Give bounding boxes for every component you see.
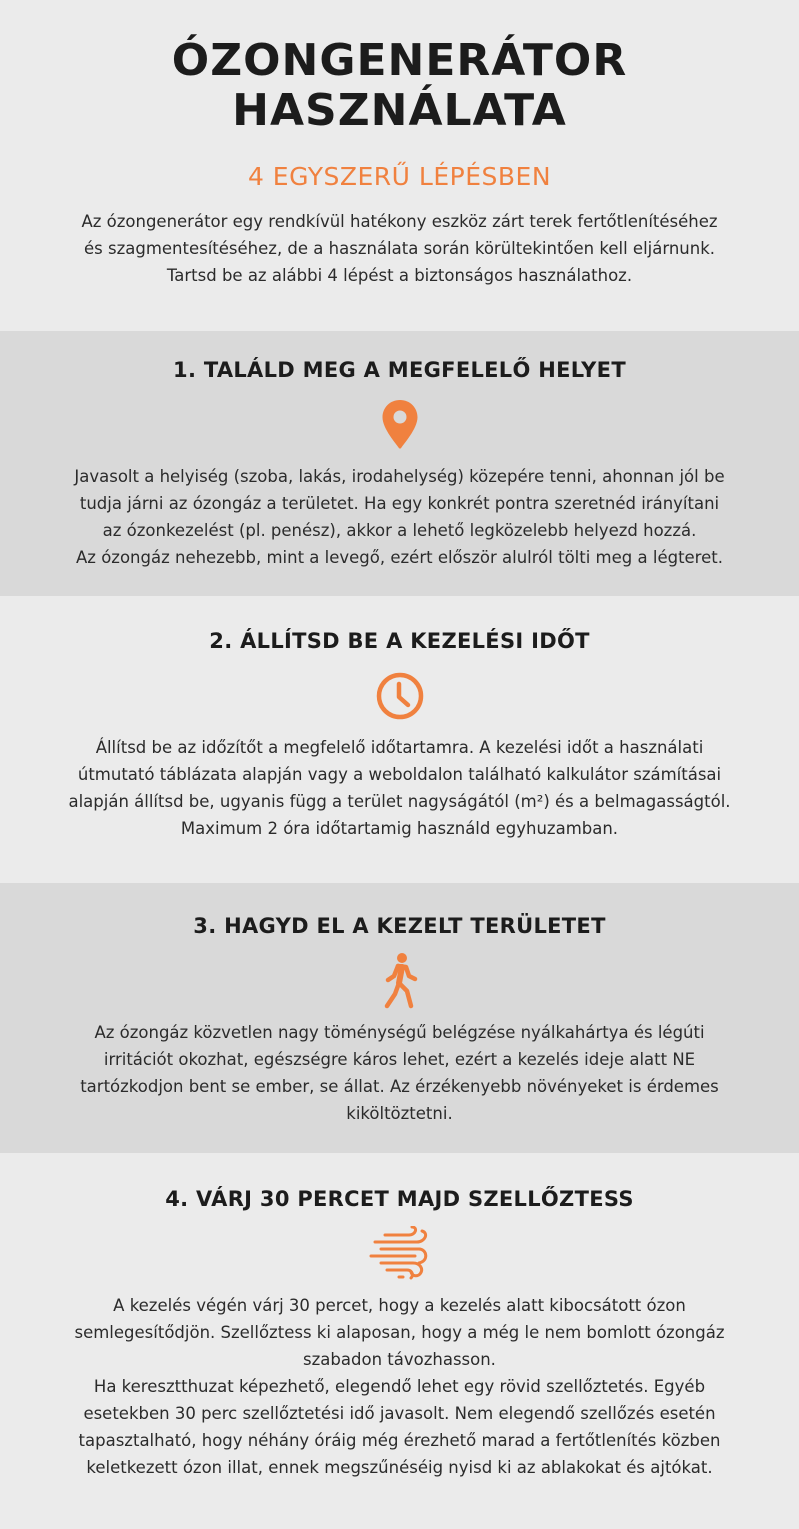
step-4-text-line: esetekben 30 perc szellőztetési idő javasolt. Nem elegendő szellőzés esetén (83, 1404, 716, 1423)
step-3-text (20, 1019, 780, 1127)
header (0, 0, 799, 331)
intro-text (30, 208, 770, 289)
intro-line: és szagmentesítéséhez, de a használata során körültekintően kell eljárnunk. (83, 239, 716, 258)
step-1-title: 1. TALÁLD MEG A MEGFELELŐ HELYET (173, 358, 626, 382)
step-4-text (20, 1292, 780, 1481)
step-2-text-line: útmutató táblázata alapján vagy a weboldalon található kalkulátor számításai (77, 765, 722, 784)
title-line-2: HASZNÁLATA (232, 85, 567, 136)
step-4-icon-wrap (0, 1224, 799, 1284)
step-4-text-line: keletkezett ózon illat, ennek megszűnéséig nyisd ki az ablakokat és ajtókat. (86, 1458, 713, 1477)
step-3-title: 3. HAGYD EL A KEZELT TERÜLETET (193, 914, 606, 938)
step-4-text-line: A kezelés végén várj 30 percet, hogy a kezelés alatt kibocsátott ózon (113, 1296, 686, 1315)
step-2-text-line: alapján állítsd be, ugyanis függ a terület nagyságától (m²) és a belmagasságtól. (68, 792, 731, 811)
step-1-text-line: Az ózongáz nehezebb, mint a levegő, ezért először alulról tölti meg a légteret. (76, 548, 723, 567)
step-4-text-line: Ha keresztthuzat képezhető, elegendő lehet egy rövid szellőztetés. Egyéb (93, 1377, 706, 1396)
step-3-section (0, 883, 799, 1153)
step-1-text-line: Javasolt a helyiség (szoba, lakás, irodahelység) közepére tenni, ahonnan jól be (74, 467, 725, 486)
step-1-text-line: az ózonkezelést (pl. penész), akkor a lehető legközelebb helyezd hozzá. (102, 521, 697, 540)
walking-person-icon (380, 952, 420, 1010)
step-4-text-line: tapasztalható, hogy néhány óráig még érezhető marad a fertőtlenítés közben (78, 1431, 721, 1450)
step-4-text-line: semlegesítődjön. Szellőztess ki alaposan, hogy a még le nem bomlott ózongáz (74, 1323, 725, 1342)
step-4-title: 4. VÁRJ 30 PERCET MAJD SZELLŐZTESS (165, 1187, 634, 1211)
step-3-icon-wrap (0, 951, 799, 1011)
step-2-text-line: Maximum 2 óra időtartamig használd egyhuzamban. (180, 819, 619, 838)
step-3-text-line: irritációt okozhat, egészségre káros lehet, ezért a kezelés ideje alatt NE (103, 1050, 696, 1069)
step-2-icon-wrap (0, 666, 799, 726)
step-1-section (0, 331, 799, 596)
intro-line: Az ózongenerátor egy rendkívül hatékony eszköz zárt terek fertőtlenítéséhez (81, 212, 718, 231)
step-3-text-line: Az ózongáz közvetlen nagy töménységű belégzése nyálkahártya és légúti (94, 1023, 705, 1042)
title-line-1: ÓZONGENERÁTOR (171, 35, 628, 86)
location-pin-icon (381, 399, 419, 451)
step-2-section (0, 596, 799, 883)
step-2-title: 2. ÁLLÍTSD BE A KEZELÉSI IDŐT (209, 629, 590, 653)
page-title (0, 36, 799, 136)
step-4-section (0, 1153, 799, 1529)
subtitle: 4 EGYSZERŰ LÉPÉSBEN (247, 162, 552, 191)
clock-icon (375, 671, 425, 721)
wind-icon (369, 1226, 431, 1282)
step-2-text (20, 734, 780, 842)
step-3-text-line: kiköltöztetni. (346, 1104, 453, 1123)
intro-line: Tartsd be az alábbi 4 lépést a biztonságos használathoz. (166, 266, 633, 285)
step-4-text-line: szabadon távozhasson. (303, 1350, 496, 1369)
step-1-text (20, 463, 780, 571)
step-3-text-line: tartózkodjon bent se ember, se állat. Az érzékenyebb növényeket is érdemes (80, 1077, 719, 1096)
step-1-text-line: tudja járni az ózongáz a területet. Ha egy konkrét pontra szeretnéd irányítani (79, 494, 720, 513)
step-1-icon-wrap (0, 395, 799, 455)
step-2-text-line: Állítsd be az időzítőt a megfelelő időtartamra. A kezelési időt a használati (95, 738, 704, 757)
